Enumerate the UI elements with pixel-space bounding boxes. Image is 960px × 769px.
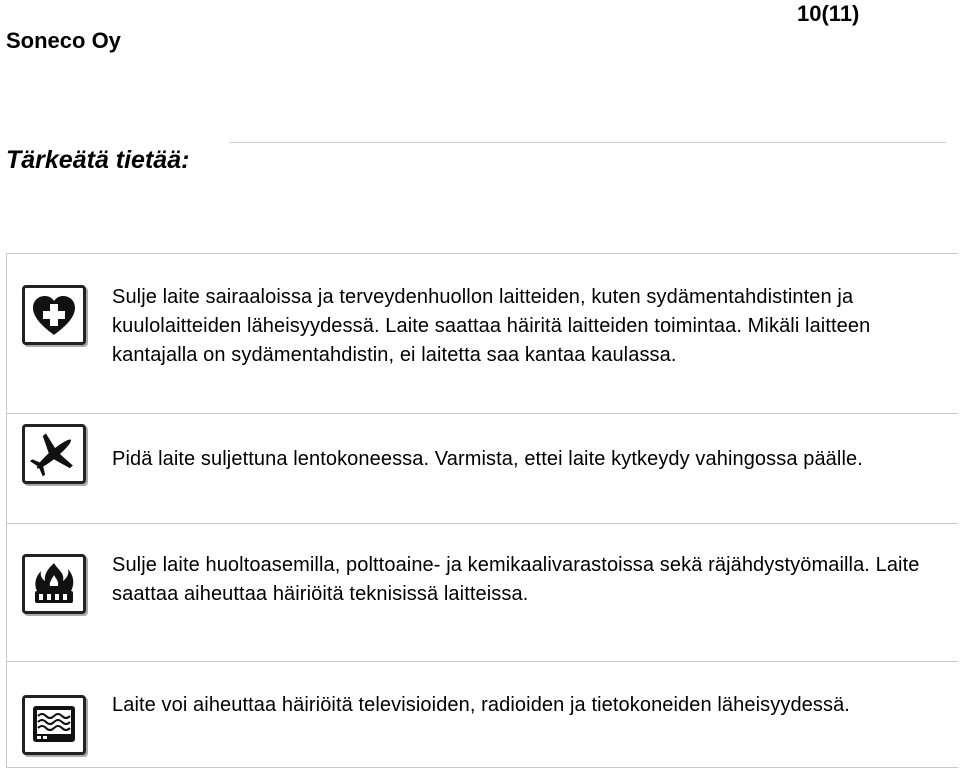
notice-row-airplane <box>6 414 958 524</box>
notice-row-flammable <box>6 524 958 662</box>
notice-row-hospital <box>6 254 958 414</box>
notice-text-hospital: Sulje laite sairaaloissa ja terveydenhuollon laitteiden, kuten sydämentahdistinten ja kuulolaitteiden läheisyydessä. Laite saattaa häiritä laitteiden toimintaa. Mikäli laitteen kantajalla on sydämentahdistin, ei laitetta saa kantaa kaulassa. <box>112 286 871 366</box>
notice-text-interference: Laite voi aiheuttaa häiriöitä televisioiden, radioiden ja tietokoneiden läheisyydessä. <box>112 694 850 716</box>
notice-text-flammable: Sulje laite huoltoasemilla, polttoaine- ja kemikaalivarastoissa sekä räjähdystyömailla. Laite saattaa aiheuttaa häiriöitä teknisissä laitteissa. <box>112 554 920 605</box>
section-title: Tärkeätä tietää: <box>6 146 190 174</box>
company-name: Soneco Oy <box>6 28 121 53</box>
safety-notice-table <box>6 253 958 768</box>
notice-text-airplane: Pidä laite suljettuna lentokoneessa. Varmista, ettei laite kytkeydy vahingossa päälle. <box>112 448 863 470</box>
flammable-fire-icon <box>22 554 86 614</box>
airplane-icon <box>22 424 86 484</box>
header-divider <box>229 142 946 143</box>
notice-row-interference <box>6 662 958 768</box>
heart-medical-icon <box>22 285 86 345</box>
tv-interference-icon <box>22 695 86 755</box>
page-number: 10(11) <box>797 1 860 26</box>
